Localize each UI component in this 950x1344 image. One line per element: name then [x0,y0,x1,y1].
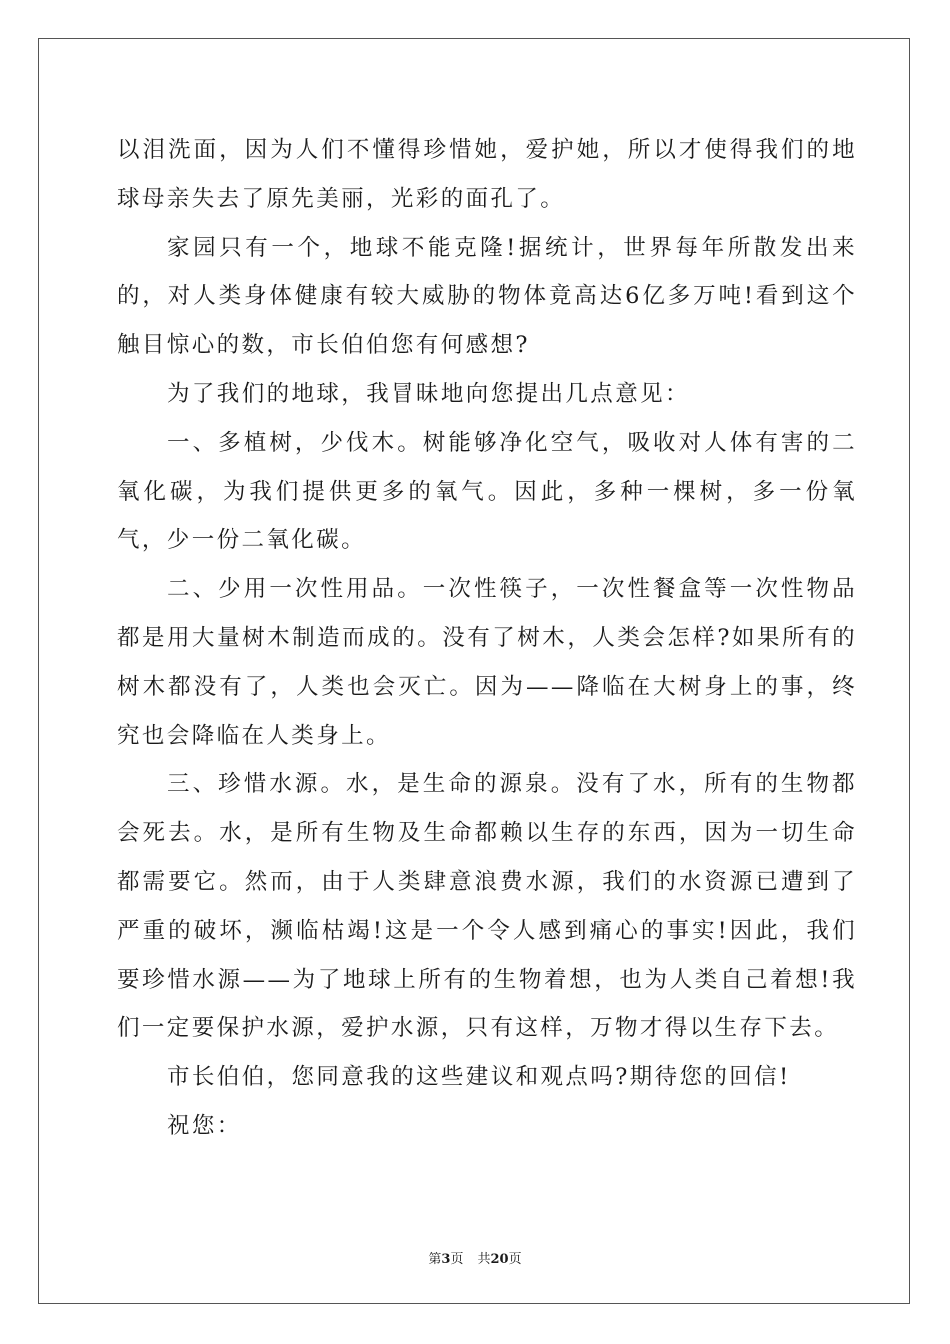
page-suffix: 页 [450,1252,464,1267]
paragraph-4: 一、多植树，少伐木。树能够净化空气，吸收对人体有害的二氧化碳，为我们提供更多的氧气。因此，多种一棵树，多一份氧气，少一份二氧化碳。 [117,429,857,554]
paragraph-1: 以泪洗面，因为人们不懂得珍惜她，爱护她，所以才使得我们的地球母亲失去了原先美丽，光彩的面孔了。 [117,137,857,212]
total-pages: 20 [490,1252,509,1267]
page-footer [0,1248,950,1267]
total-prefix: 共 [477,1252,491,1267]
paragraph-2: 家园只有一个，地球不能克隆!据统计，世界每年所散发出来的，对人类身体健康有较大威胁的物体竟高达6亿多万吨!看到这个触目惊心的数，市长伯伯您有何感想? [117,234,857,359]
paragraph-3: 为了我们的地球，我冒昧地向您提出几点意见： [167,380,690,407]
paragraph-6: 三、珍惜水源。水，是生命的源泉。没有了水，所有的生物都会死去。水，是所有生物及生命都赖以生存的东西，因为一切生命都需要它。然而，由于人类肆意浪费水源，我们的水资源已遭到了严重的破坏，濒临枯竭!这是一个令人感到痛心的事实!因此，我们要珍惜水源——为了地球上所有的生物着想，也为人类自己着想!我们一定要保护水源，爱护水源，只有这样，万物才得以生存下去。 [117,771,857,1042]
document-body [117,126,857,1151]
page-prefix: 第 [428,1252,442,1267]
page-number: 3 [441,1252,451,1267]
total-suffix: 页 [508,1252,522,1267]
paragraph-8: 祝您： [167,1112,242,1139]
paragraph-7: 市长伯伯，您同意我的这些建议和观点吗?期待您的回信! [167,1064,791,1091]
paragraph-5: 二、少用一次性用品。一次性筷子，一次性餐盒等一次性物品都是用大量树木制造而成的。没有了树木，人类会怎样?如果所有的树木都没有了，人类也会灭亡。因为——降临在大树身上的事，终究也会降临在人类身上。 [117,576,857,749]
